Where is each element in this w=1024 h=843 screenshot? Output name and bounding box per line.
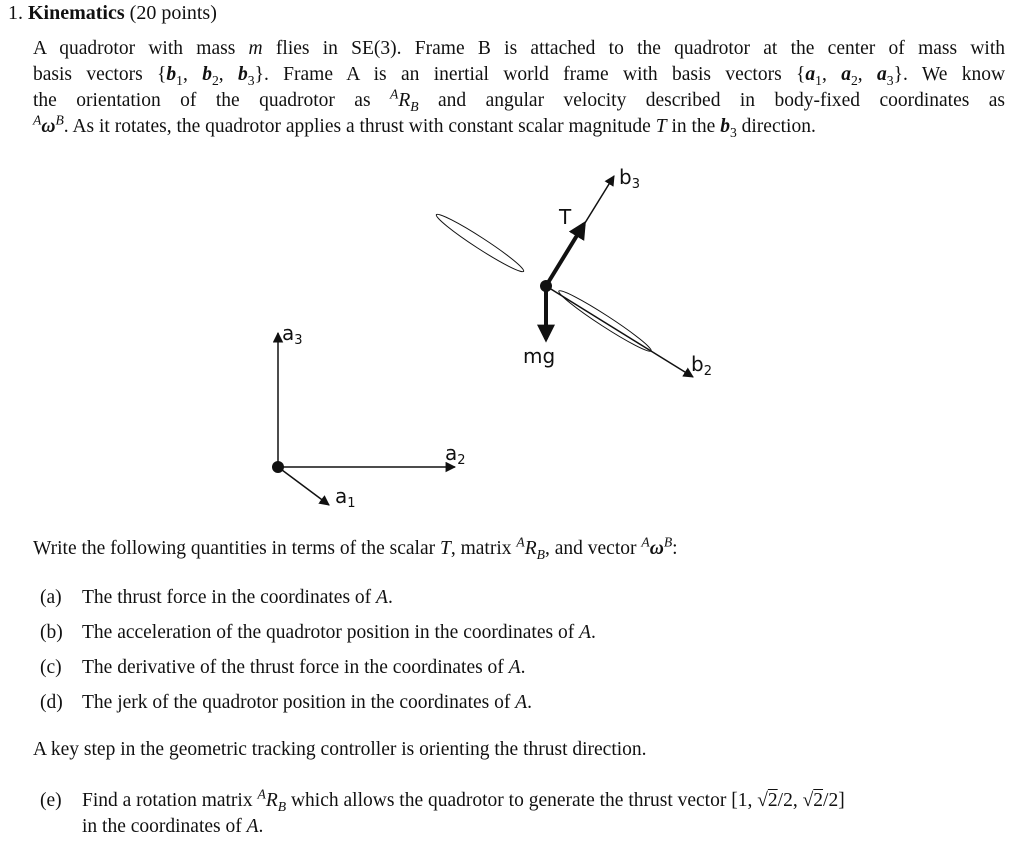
problem-number: 1. [8,2,23,24]
question-item: (d) The jerk of the quadrotor position in the coordinates of A. [40,692,533,713]
label-b2: $b_2$ [691,352,712,379]
problem-title: Kinematics [28,2,125,24]
label-a3: $a_3$ [282,321,303,348]
intro-line-1: A quadrotor with mass m flies in SE(3). Frame B is attached to the quadrotor at the center of mass with [33,38,1005,59]
question-list [40,587,596,727]
question-item: (b) The acceleration of the quadrotor position in the coordinates of A. [40,622,596,643]
b2-axis [546,286,693,377]
problem-points: (20 points) [129,2,217,24]
world-origin [272,461,284,473]
intro-line-3: the orientation of the quadrotor as $^AR_B$ and angular velocity described in body-fixed coordinates as [33,86,1006,114]
label-a2: $a_2$ [445,441,466,468]
a1-axis [278,467,329,505]
center-of-mass [540,280,552,292]
label-a1: $a_1$ [335,484,356,511]
question-item: (a) The thrust force in the coordinates of A. [40,587,393,608]
rotor-left [433,210,526,276]
thrust-arrow [546,224,584,286]
prompt-text: Write the following quantities in terms of the scalar T, matrix $^AR_B$, and vector $^A\omega^B$: [33,534,678,562]
problem-heading [8,2,217,25]
label-mg: mg [523,344,556,368]
rotor-right [556,286,654,355]
label-b3: $b_3$ [619,165,640,192]
intro-line-4: $^A\omega^B$. As it rotates, the quadrotor applies a thrust with constant scalar magnitude T in the $b_3$ direction. [33,112,816,140]
question-item: (c) The derivative of the thrust force in the coordinates of A. [40,657,526,678]
label-thrust: T [559,205,572,229]
page: 1. Kinematics (20 points) A quadrotor with mass m flies in SE(3). Frame B is attached to the quadrotor at the center of mass with basis vectors {$b_1$, $b_2$, $b_3$}. Frame A is an inertial world frame with basis vectors {$a_1$, $a_2$, $a_3$}. We know the orientation of the quadrotor as $^AR_B$ and angular velocity described in body-fixed coordinates as $^A\omega^B$. As it rotates, the quadrotor applies a thrust with constant scalar magnitude T in the $b_3$ direction. $b_3$ T mg $b_2$ $a_3$ $a_2$ $a_1$ Write the following quantities in terms of the scalar T, matrix $^AR_B$, and vector $^A\omega^B$: (a) The thrust force in the coordinates of A. (b) The acceleration of the quadrotor position in the coordinates of A. (c) The derivative of the thrust force in the coordinates of A. (d) The jerk of the quadrotor position in the coordinates of A. A key step in the geometric tracking controller is orienting the thrust direction. (e) Find a rotation matrix $^AR_B$ which allows the quadrotor to generate the thrust vector [1, √2/2, √2/2] in the coordinates of A. [0,0,1024,843]
intro-line-2: basis vectors {$b_1$, $b_2$, $b_3$}. Frame A is an inertial world frame with basis vectors {$a_1$, $a_2$, $a_3$}. We know [33,64,1006,88]
key-step-text: A key step in the geometric tracking controller is orienting the thrust direction. [33,739,647,760]
frames-figure [0,150,1024,530]
intro-paragraph [33,36,1005,140]
